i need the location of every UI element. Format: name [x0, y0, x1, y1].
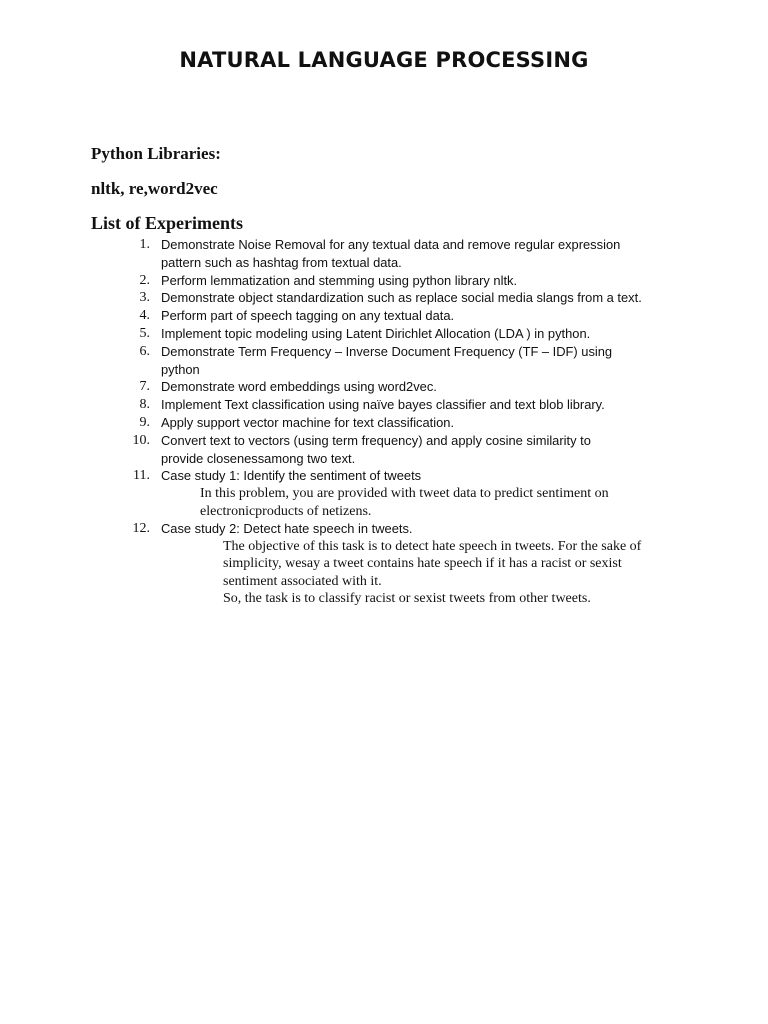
list-item-text: Case study 2: Detect hate speech in tweets. — [161, 521, 413, 537]
list-item — [0, 378, 681, 396]
list-item — [0, 414, 681, 432]
list-item-text: Demonstrate Term Frequency – Inverse Document Frequency (TF – IDF) using — [161, 343, 613, 359]
list-item — [0, 272, 681, 290]
list-item-number: 2. — [139, 272, 150, 288]
list-item — [0, 467, 681, 485]
list-item — [0, 236, 681, 272]
list-item-number: 5. — [139, 325, 150, 341]
list-item — [0, 325, 681, 343]
experiments-list — [0, 236, 768, 608]
list-item — [0, 289, 681, 307]
list-item — [0, 396, 681, 414]
list-item — [0, 520, 681, 538]
list-item-text: Apply support vector machine for text classification. — [161, 414, 455, 430]
list-item-number: 9. — [139, 414, 150, 430]
case-study-2-description: simplicity, wesay a tweet contains hate speech if it has a racist or sexist — [223, 556, 622, 572]
list-item-number: 8. — [139, 397, 150, 413]
list-item-text: Demonstrate object standardization such as replace social media slangs from a text. — [161, 290, 642, 306]
list-item-text: Demonstrate word embeddings using word2vec. — [161, 379, 437, 395]
libraries-heading: Python Libraries: — [91, 144, 221, 163]
list-item-number: 3. — [139, 290, 150, 306]
list-item-text: Implement Text classification using naïve bayes classifier and text blob library. — [161, 397, 605, 413]
list-item — [0, 307, 681, 325]
experiments-heading: List of Experiments — [91, 213, 243, 233]
list-item-number: 4. — [139, 308, 150, 324]
list-item-text: provide closenessamong two text. — [161, 450, 356, 466]
case-study-2-description: So, the task is to classify racist or sexist tweets from other tweets. — [223, 591, 591, 607]
list-item-number: 11. — [133, 468, 150, 484]
list-item-text: Perform lemmatization and stemming using python library nltk. — [161, 272, 518, 288]
case-study-1-description: electronicproducts of netizens. — [200, 503, 372, 519]
list-item — [0, 432, 681, 468]
list-item-text: pattern such as hashtag from textual data. — [161, 254, 402, 270]
list-item-text: Implement topic modeling using Latent Dirichlet Allocation (LDA ) in python. — [161, 325, 591, 341]
list-item-text: python — [161, 361, 200, 377]
list-item-text: Case study 1: Identify the sentiment of tweets — [161, 468, 422, 484]
list-item-text: Convert text to vectors (using term frequency) and apply cosine similarity to — [161, 432, 591, 448]
case-study-2-description: The objective of this task is to detect hate speech in tweets. For the sake of — [223, 538, 642, 554]
list-item-number: 6. — [139, 343, 150, 359]
list-item-text: Demonstrate Noise Removal for any textual data and remove regular expression — [161, 237, 621, 252]
case-study-1-description: In this problem, you are provided with tweet data to predict sentiment on — [200, 486, 609, 502]
list-item-number: 7. — [139, 379, 150, 395]
libraries-list: nltk, re,word2vec — [91, 179, 218, 198]
list-item-text: Perform part of speech tagging on any textual data. — [161, 308, 455, 324]
list-item-number: 12. — [132, 521, 150, 537]
list-item-number: 10. — [132, 432, 150, 448]
list-item-number: 1. — [139, 237, 150, 252]
document-title: NATURAL LANGUAGE PROCESSING — [179, 48, 589, 72]
case-study-2-description: sentiment associated with it. — [223, 573, 382, 589]
list-item — [0, 343, 681, 379]
